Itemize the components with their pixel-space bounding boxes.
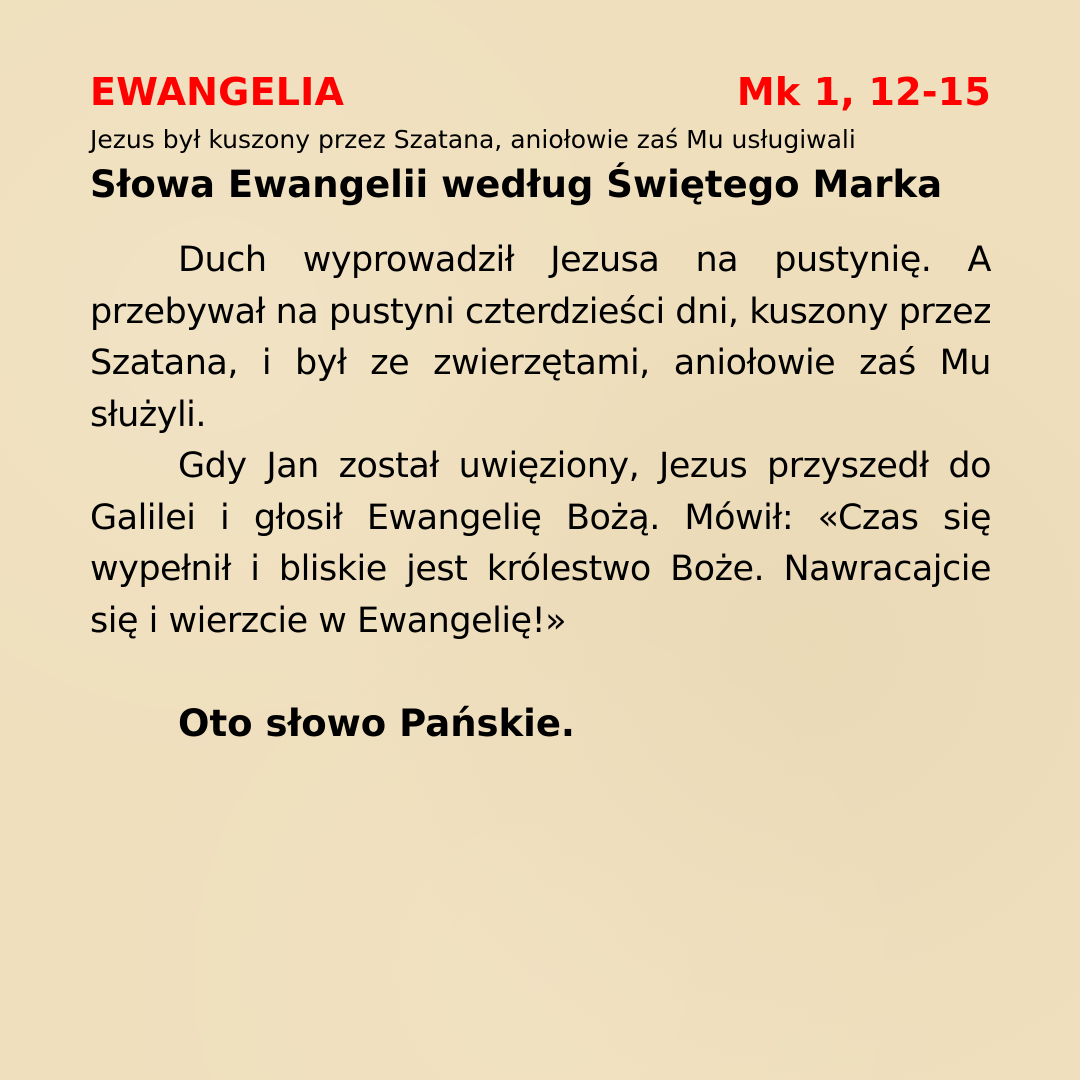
reading-body [90,235,991,647]
reading-header [90,0,991,116]
body-paragraph: Duch wyprowadził Jezusa na pustynię. A przebywał na pustyni czterdzieści dni, kuszony przez Szatana, i był ze zwierzętami, aniołowie zaś Mu służyli. [90,240,991,435]
reading-label: EWANGELIA [90,70,345,114]
closing-acclamation: Oto słowo Pańskie. [178,702,575,745]
reading-subtitle: Jezus był kuszony przez Szatana, aniołowie zaś Mu usługiwali [90,125,856,154]
scripture-reference: Mk 1, 12-15 [736,70,991,114]
body-paragraph: Gdy Jan został uwięziony, Jezus przyszedł do Galilei i głosił Ewangelię Bożą. Mówił: «Czas się wypełnił i bliskie jest królestwo Boże. Nawracajcie się i wierzcie w Ewangelię!» [90,446,991,641]
reading-heading: Słowa Ewangelii według Świętego Marka [90,163,943,206]
